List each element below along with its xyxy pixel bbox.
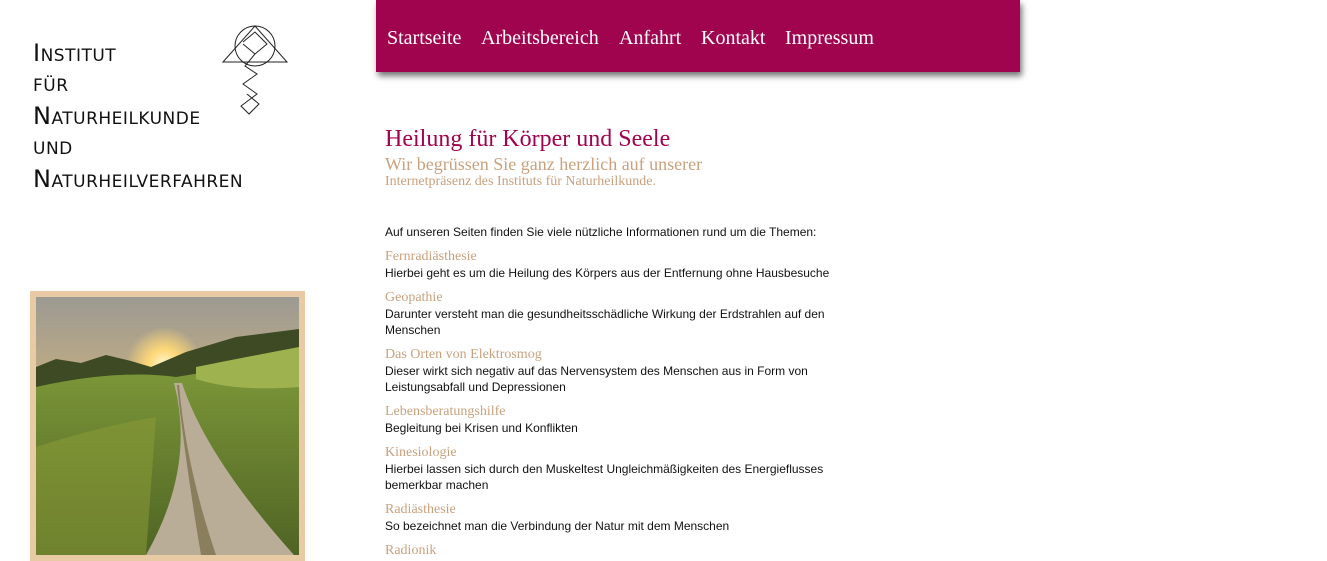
topic-item (385, 403, 845, 436)
intro-text: Auf unseren Seiten finden Sie viele nützliche Informationen rund um die Themen: (385, 225, 817, 239)
topic-title[interactable]: Lebensberatungshilfe (385, 404, 506, 419)
nav-kontakt[interactable]: Kontakt (701, 27, 766, 49)
topic-item (385, 346, 845, 395)
topic-desc: Darunter versteht man die gesundheitsschädliche Wirkung der Erdstrahlen auf den Menschen (385, 307, 825, 337)
topic-item (385, 289, 845, 338)
site-logo-title[interactable] (33, 38, 243, 197)
welcome-line-2: Internetpräsenz des Instituts für Naturheilkunde. (385, 174, 656, 189)
logo-icon (219, 22, 291, 132)
main-nav (376, 0, 1020, 72)
welcome-line-1: Wir begrüssen Sie ganz herzlich auf unserer (385, 154, 703, 174)
logo-line-5: NATURHEILVERFAHREN (33, 165, 244, 193)
topic-desc: Hierbei geht es um die Heilung des Körpers aus der Entfernung ohne Hausbesuche (385, 266, 830, 280)
logo-line-2: FÜR (33, 76, 69, 96)
topic-title[interactable]: Radionik (385, 543, 437, 558)
topic-title[interactable]: Radiästhesie (385, 502, 456, 517)
topic-title[interactable]: Geopathie (385, 290, 443, 305)
main-content (385, 125, 845, 559)
logo-line-3: NATURHEILKUNDE (33, 102, 201, 130)
topic-desc: Dieser wirkt sich negativ auf das Nervensystem des Menschen aus in Form von Leistungsabfall und Depressionen (385, 364, 808, 394)
topic-item (385, 444, 845, 493)
logo-line-4: UND (33, 139, 73, 159)
page-title: Heilung für Körper und Seele (385, 126, 671, 152)
nav-impressum[interactable]: Impressum (785, 27, 874, 49)
logo-line-1: INSTITUT (33, 39, 117, 67)
topic-item (385, 501, 845, 534)
topic-title[interactable]: Kinesiologie (385, 445, 457, 460)
topic-desc: Begleitung bei Krisen und Konflikten (385, 421, 578, 435)
topic-title[interactable]: Fernradiästhesie (385, 249, 477, 264)
topic-item (385, 542, 845, 559)
topic-title[interactable]: Das Orten von Elektrosmog (385, 347, 542, 362)
photo-frame (30, 291, 305, 561)
sunset-path-photo (36, 297, 299, 555)
nav-anfahrt[interactable]: Anfahrt (619, 27, 682, 49)
topic-item (385, 248, 845, 281)
topic-desc: So bezeichnet man die Verbindung der Natur mit dem Menschen (385, 519, 730, 533)
nav-arbeitsbereich[interactable]: Arbeitsbereich (481, 27, 599, 49)
nav-startseite[interactable]: Startseite (387, 27, 462, 49)
topic-desc: Hierbei lassen sich durch den Muskeltest Ungleichmäßigkeiten des Energieflusses bemerkbar machen (385, 462, 824, 492)
